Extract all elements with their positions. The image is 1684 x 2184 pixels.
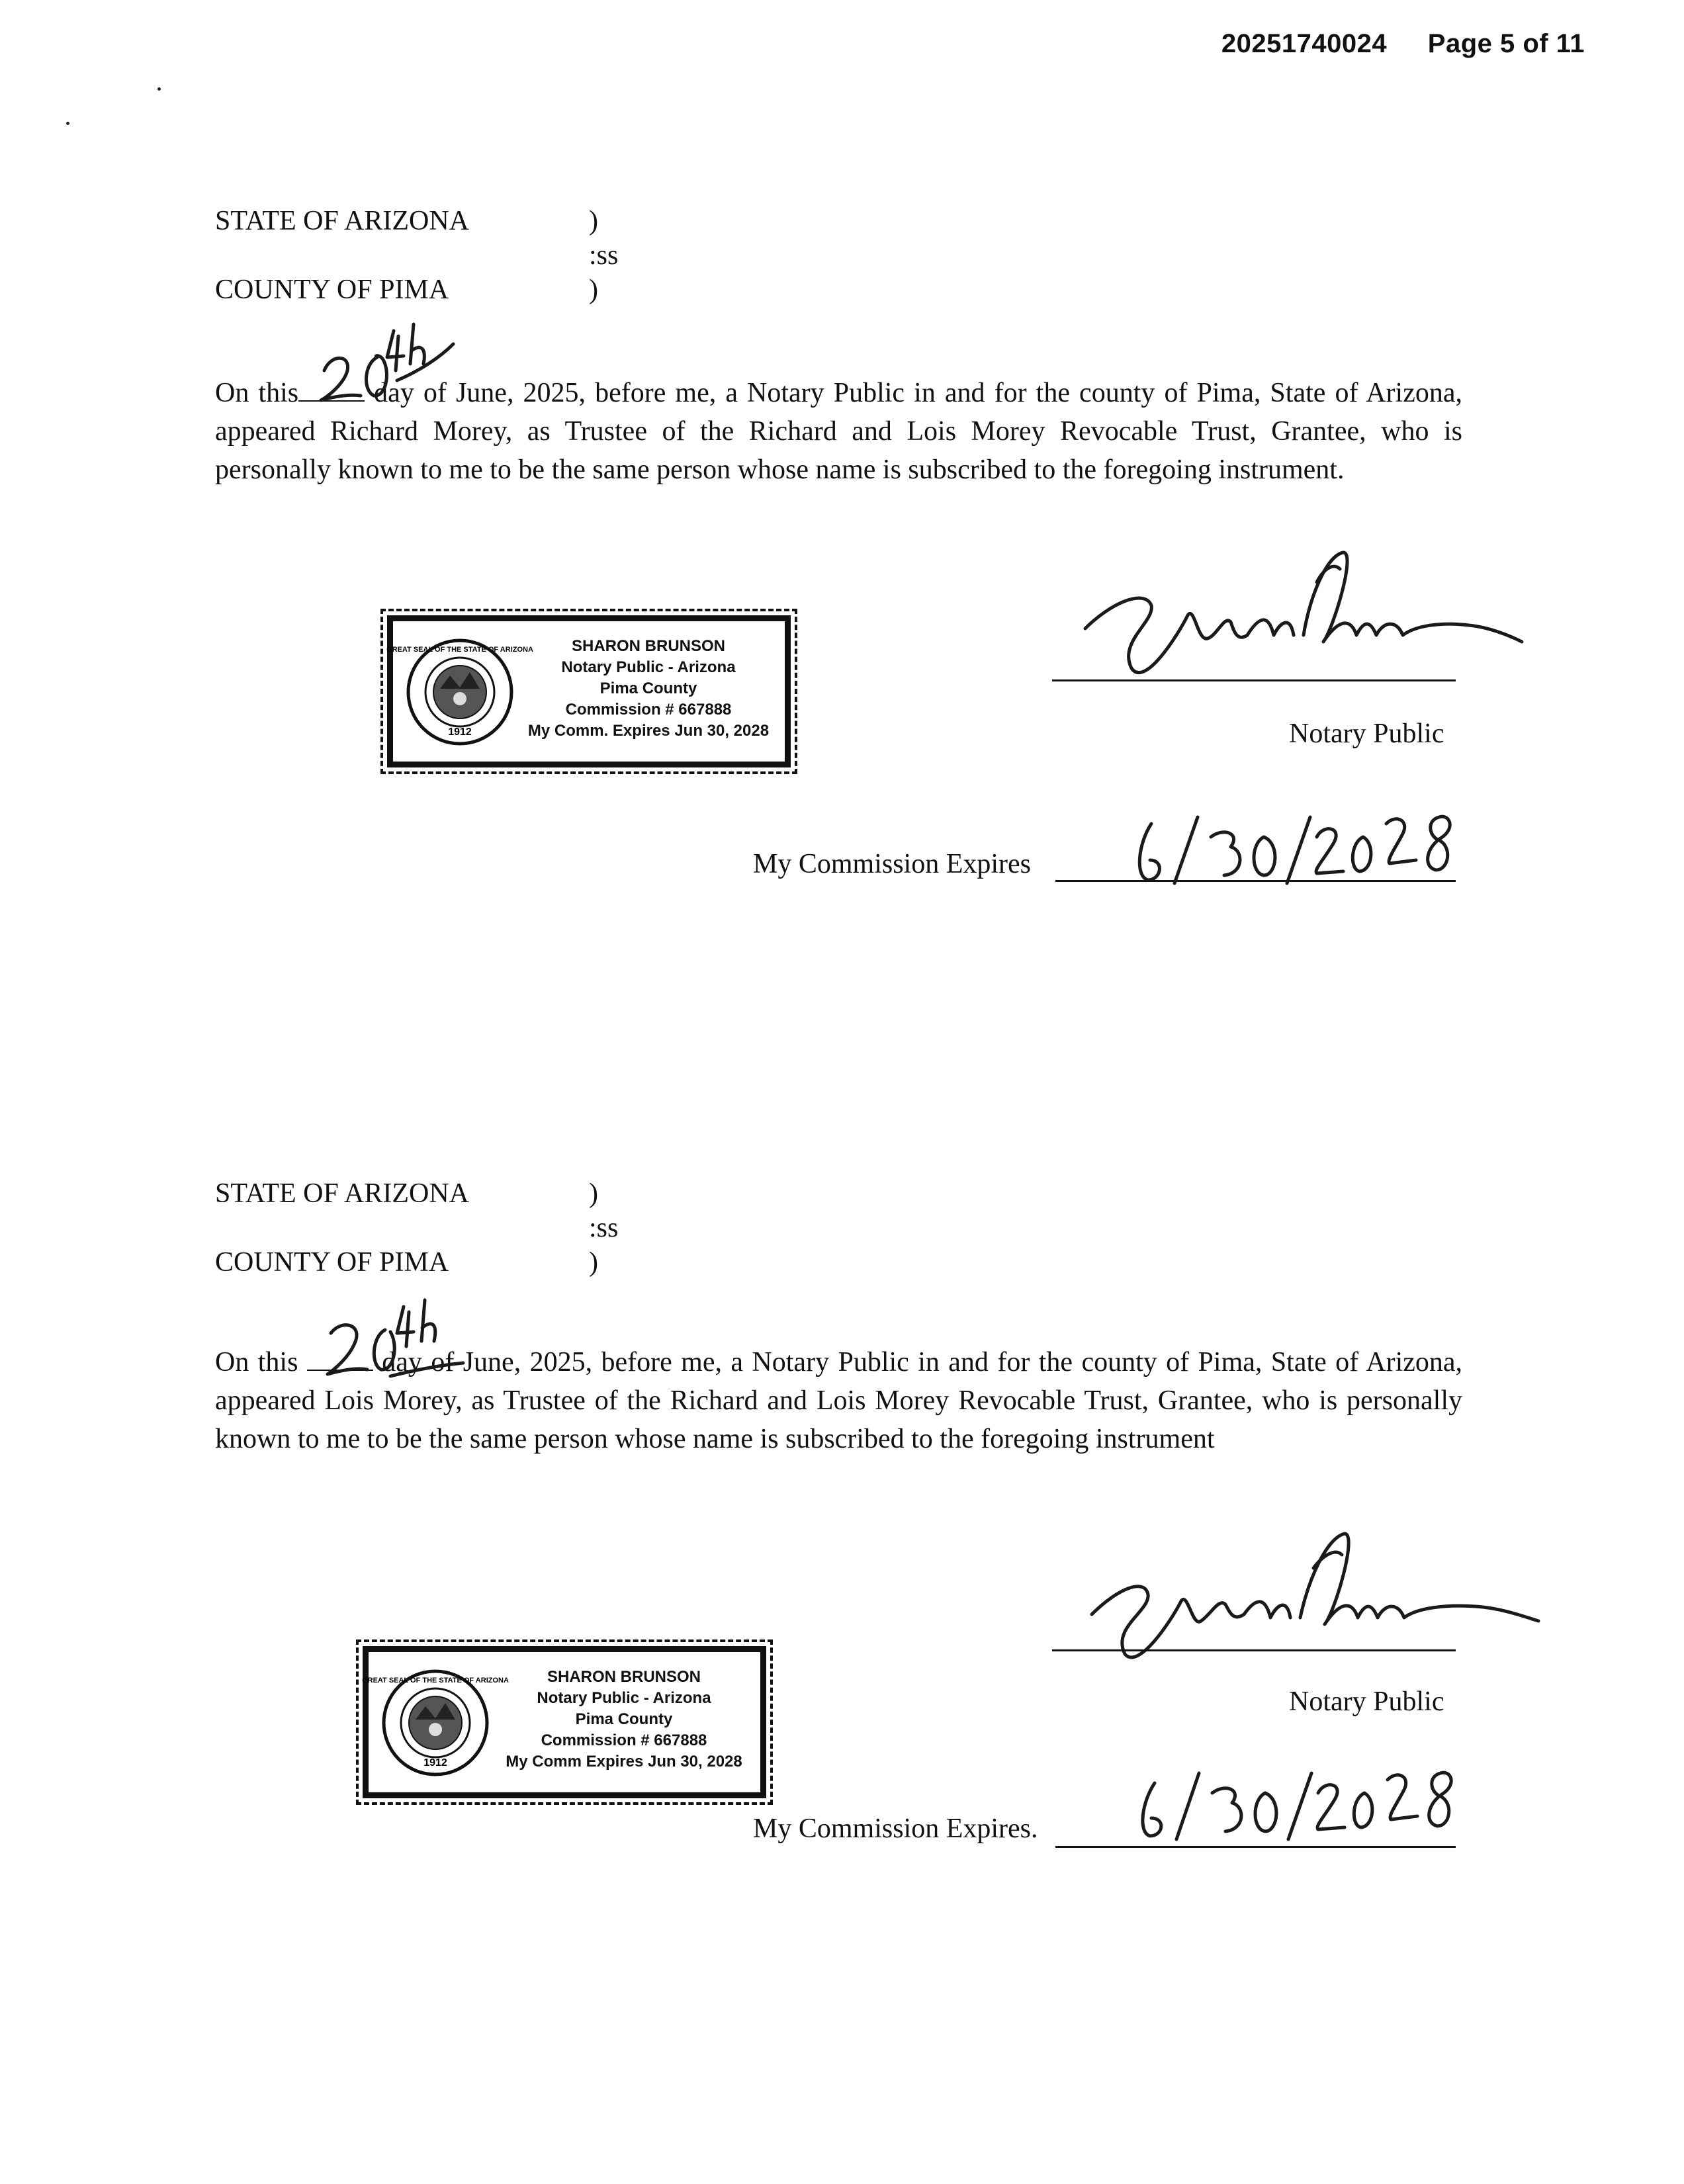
acknowledgment-text [215,1343,1462,1458]
stamp-title: Notary Public - Arizona [537,1689,711,1707]
venue-paren-close: ) [589,1247,598,1278]
text-after-day: day of June, 2025, before me, a Notary Public in and for the county of Pima, State of Arizona, appeared Lois Morey, as Trustee of the Richard and Lois Morey Revocable Trust, Grantee, who is personally known to me to be the same person whose name is subscribed to the foregoing instrument [215,1347,1463,1454]
commission-expires-label: My Commission Expires [753,849,1032,879]
seal-text: GREAT SEAL OF THE STATE OF ARIZONA [362,1677,509,1684]
commission-date-line [1055,1846,1456,1848]
stamp-name: SHARON BRUNSON [571,637,725,655]
acknowledgment-text [215,374,1462,489]
venue-ss: :ss [589,1213,619,1243]
seal-text: GREAT SEAL OF THE STATE OF ARIZONA [386,646,533,654]
document-number: 20251740024 [1221,29,1388,58]
stamp-county: Pima County [599,679,697,697]
state-seal-icon [362,1667,509,1779]
stamp-commission: Commission # 667888 [565,701,732,719]
text-before-day: On this [215,378,299,408]
scan-speck [157,87,161,91]
stamp-name: SHARON BRUNSON [547,1668,701,1686]
stamp-text [519,636,778,742]
stamp-title: Notary Public - Arizona [561,658,736,676]
stamp-expires: My Comm Expires Jun 30, 2028 [506,1753,742,1770]
notary-signature [1072,1522,1548,1681]
venue-county: COUNTY OF PIMA [215,1247,449,1278]
venue-state: STATE OF ARIZONA [215,1178,469,1209]
handwritten-commission-date [1125,1753,1469,1846]
notary-stamp [363,1646,766,1798]
commission-date-line [1055,880,1456,882]
signature-line [1052,679,1456,681]
venue-paren-open: ) [589,1178,598,1209]
stamp-text [494,1667,754,1772]
document-header [1221,29,1585,59]
text-after-day: day of June, 2025, before me, a Notary Public in and for the county of Pima, State of Arizona, appeared Richard Morey, as Trustee of the Richard and Lois Morey Revocable Trust, Grantee, who is personally known to me to be the same person whose name is subscribed to the foregoing instrument. [215,378,1462,485]
stamp-commission: Commission # 667888 [541,1731,707,1749]
text-before-day: On this [215,1347,298,1377]
signature-line [1052,1649,1456,1651]
seal-year: 1912 [448,726,472,738]
stamp-county: Pima County [575,1710,673,1728]
venue-paren-close: ) [589,275,598,305]
notary-signature [1072,543,1535,695]
day-blank [307,1343,373,1371]
venue-paren-open: ) [589,206,598,236]
notary-public-label: Notary Public [1289,1686,1444,1717]
venue-county: COUNTY OF PIMA [215,275,449,305]
venue-state: STATE OF ARIZONA [215,206,469,236]
venue-ss: :ss [589,240,619,271]
seal-year: 1912 [423,1757,447,1769]
day-blank [298,374,365,402]
handwritten-commission-date [1125,797,1469,890]
state-seal-icon [386,636,533,748]
notary-public-label: Notary Public [1289,719,1444,749]
notary-stamp [387,615,791,767]
page-indicator: Page 5 of 11 [1427,29,1585,58]
scan-speck [66,122,69,125]
commission-expires-label: My Commission Expires. [753,1813,1038,1844]
stamp-expires: My Comm. Expires Jun 30, 2028 [527,722,770,740]
